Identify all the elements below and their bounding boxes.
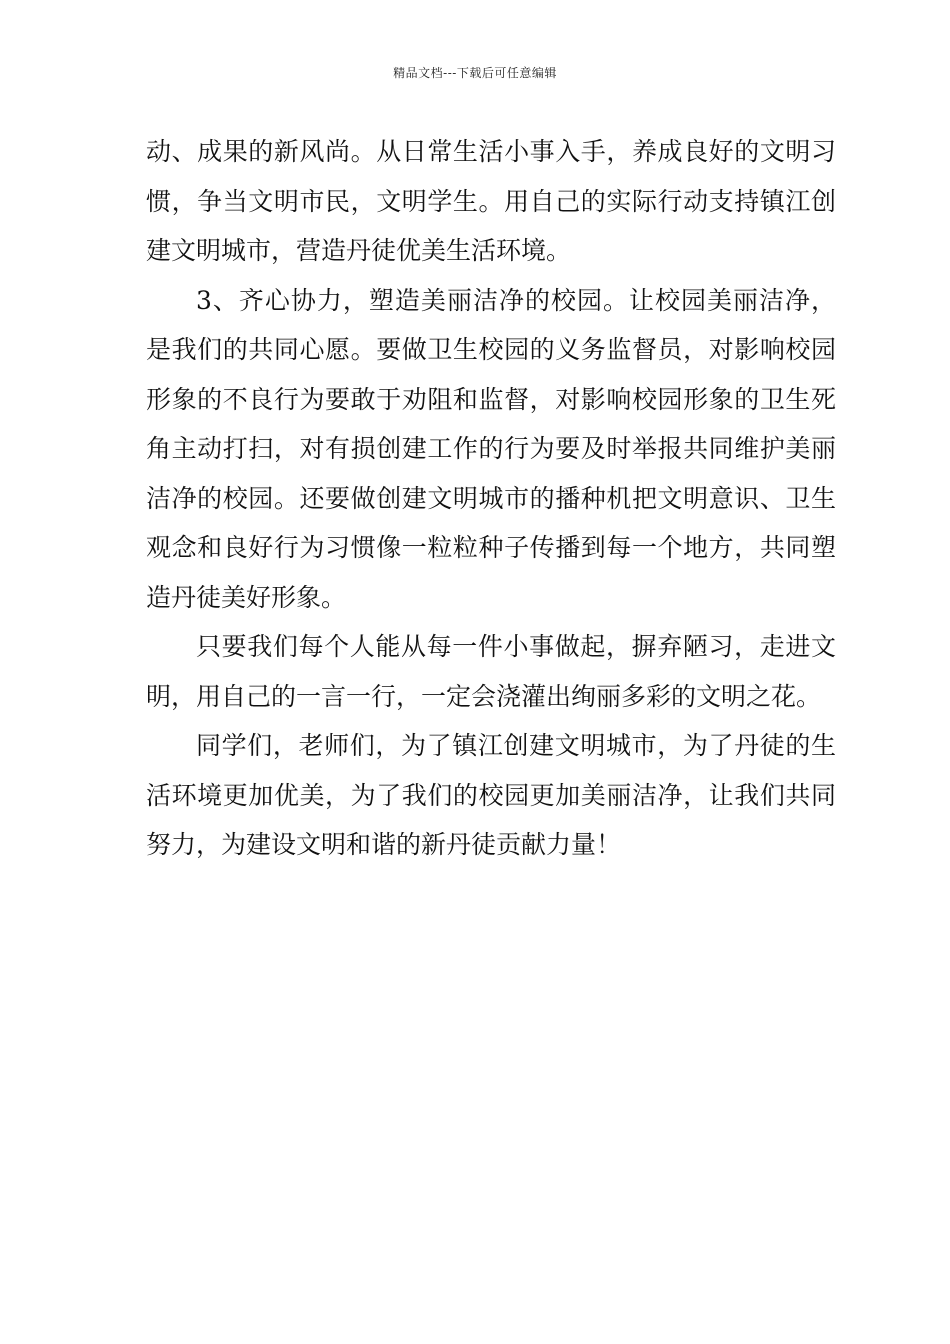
paragraph-small-things: 只要我们每个人能从每一件小事做起，摒弃陋习，走进文明，用自己的一言一行，一定会浇灌出绚丽多彩的文明之花。: [146, 632, 836, 711]
paragraph-closing-appeal: 同学们，老师们，为了镇江创建文明城市，为了丹徒的生活环境更加优美，为了我们的校园更加美丽洁净，让我们共同努力，为建设文明和谐的新丹徒贡献力量！: [146, 731, 836, 859]
document-body: [146, 127, 836, 870]
page-header: 精品文档---下载后可任意编辑: [393, 66, 557, 80]
paragraph-continuation: 动、成果的新风尚。从日常生活小事入手，养成良好的文明习惯，争当文明市民，文明学生。用自己的实际行动支持镇江创建文明城市，营造丹徒优美生活环境。: [146, 137, 836, 265]
paragraph-item-3: 3、齐心协力，塑造美丽洁净的校园。让校园美丽洁净，是我们的共同心愿。要做卫生校园的义务监督员，对影响校园形象的不良行为要敢于劝阻和监督，对影响校园形象的卫生死角主动打扫，对有损创建工作的行为要及时举报共同维护美丽洁净的校园。还要做创建文明城市的播种机把文明意识、卫生观念和良好行为习惯像一粒粒种子传播到每一个地方，共同塑造丹徒美好形象。: [146, 285, 836, 612]
